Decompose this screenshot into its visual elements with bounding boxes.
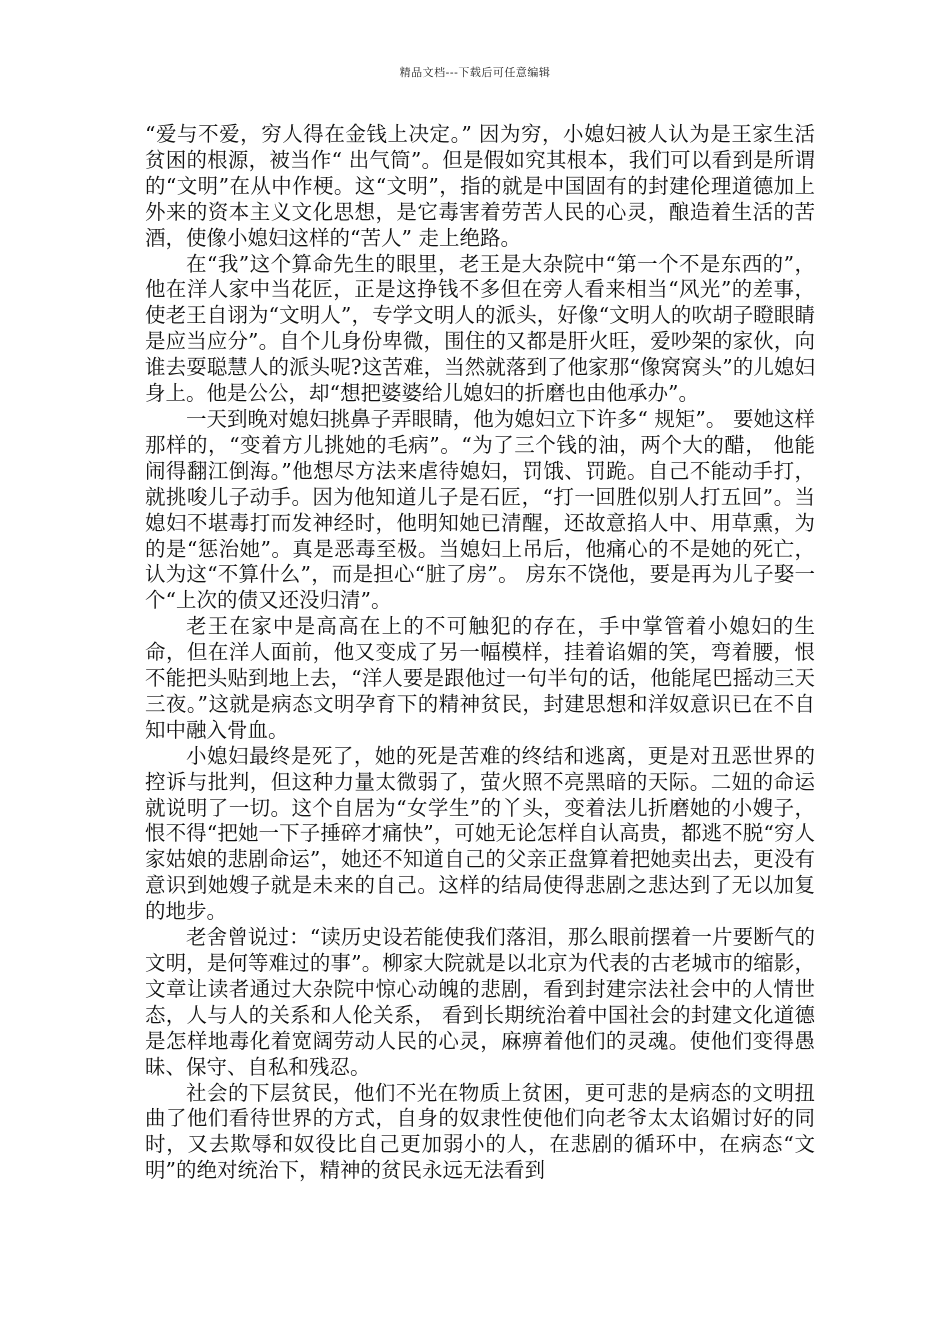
paragraph-3: 一天到晚对媳妇挑鼻子弄眼睛，他为媳妇立下许多“ 规矩”。 要她这样那样的，“变着方儿挑她的毛病”。“为了三个钱的油，两个大的醋， 他能闹得翻江倒海。”他想尽方法来虐待媳妇，罚饿、罚跪。自己不能动手打，就挑唆儿子动手。因为他知道儿子是石匠，“打一回胜似别人打五回”。当媳妇不堪毒打而发神经时，他明知她已清醒，还故意掐人中、用草熏，为的是“惩治她”。真是恶毒至极。当媳妇上吊后，他痛心的不是她的死亡，认为这“不算什么”，而是担心“脏了房”。 房东不饶他，要是再为儿子娶一个“上次的债又还没归清”。 <box>145 406 815 613</box>
paragraph-2: 在“我”这个算命先生的眼里，老王是大杂院中“第一个不是东西的”，他在洋人家中当花匠，正是这挣钱不多但在旁人看来相当“风光”的差事，使老王自诩为“文明人”，专学文明人的派头，好像“文明人的吹胡子瞪眼睛是应当应分”。自个儿身份卑微，围住的又都是肝火旺，爱吵架的家伙，向谁去耍聪慧人的派头呢?这苦难，当然就落到了他家那“像窝窝头”的儿媳妇身上。他是公公，却“想把婆婆给儿媳妇的折磨也由他承办”。 <box>145 251 815 406</box>
paragraph-4: 老王在家中是高高在上的不可触犯的存在，手中掌管着小媳妇的生命，但在洋人面前，他又变成了另一幅模样，挂着谄媚的笑，弯着腰，恨不能把头贴到地上去，“洋人要是跟他过一句半句的话，他能尾巴摇动三天三夜。”这就是病态文明孕育下的精神贫民，封建思想和洋奴意识已在不自知中融入骨血。 <box>145 614 815 742</box>
document-body <box>145 122 815 1184</box>
paragraph-1: “爱与不爱，穷人得在金钱上决定。” 因为穷，小媳妇被人认为是王家生活贫困的根源，被当作“ 出气筒”。但是假如究其根本，我们可以看到是所谓的“文明”在从中作梗。这“文明”，指的就是中国固有的封建伦理道德加上外来的资本主义文化思想，是它毒害着劳苦人民的心灵，酿造着生活的苦酒，使像小媳妇这样的“苦人” 走上绝路。 <box>145 122 815 250</box>
paragraph-7: 社会的下层贫民，他们不光在物质上贫困，更可悲的是病态的文明扭曲了他们看待世界的方式，自身的奴隶性使他们向老爷太太谄媚讨好的同时，又去欺辱和奴役比自己更加弱小的人，在悲剧的循环中，在病态“文明”的绝对统治下，精神的贫民永远无法看到 <box>145 1080 815 1183</box>
paragraph-5: 小媳妇最终是死了，她的死是苦难的终结和逃离，更是对丑恶世界的控诉与批判，但这种力量太微弱了，萤火照不亮黑暗的天际。二妞的命运就说明了一切。这个自居为“女学生”的丫头，变着法儿折磨她的小嫂子，恨不得“把她一下子捶碎才痛快”，可她无论怎样自认高贵，都逃不脱“穷人家姑娘的悲剧命运”，她还不知道自己的父亲正盘算着把她卖出去，更没有意识到她嫂子就是未来的自己。这样的结局使得悲剧之悲达到了无以加复的地步。 <box>145 743 815 924</box>
paragraph-6: 老舍曾说过：“读历史设若能使我们落泪，那么眼前摆着一片要断气的文明，是何等难过的事”。柳家大院就是以北京为代表的古老城市的缩影，文章让读者通过大杂院中惊心动魄的悲剧，看到封建宗法社会中的人情世态，人与人的关系和人伦关系， 看到长期统治着中国社会的封建文化道德是怎样地毒化着宽阔劳动人民的心灵，麻痹着他们的灵魂。使他们变得愚昧、保守、自私和残忍。 <box>145 925 815 1079</box>
page-header: 精品文档---下载后可任意编辑 <box>399 66 551 79</box>
